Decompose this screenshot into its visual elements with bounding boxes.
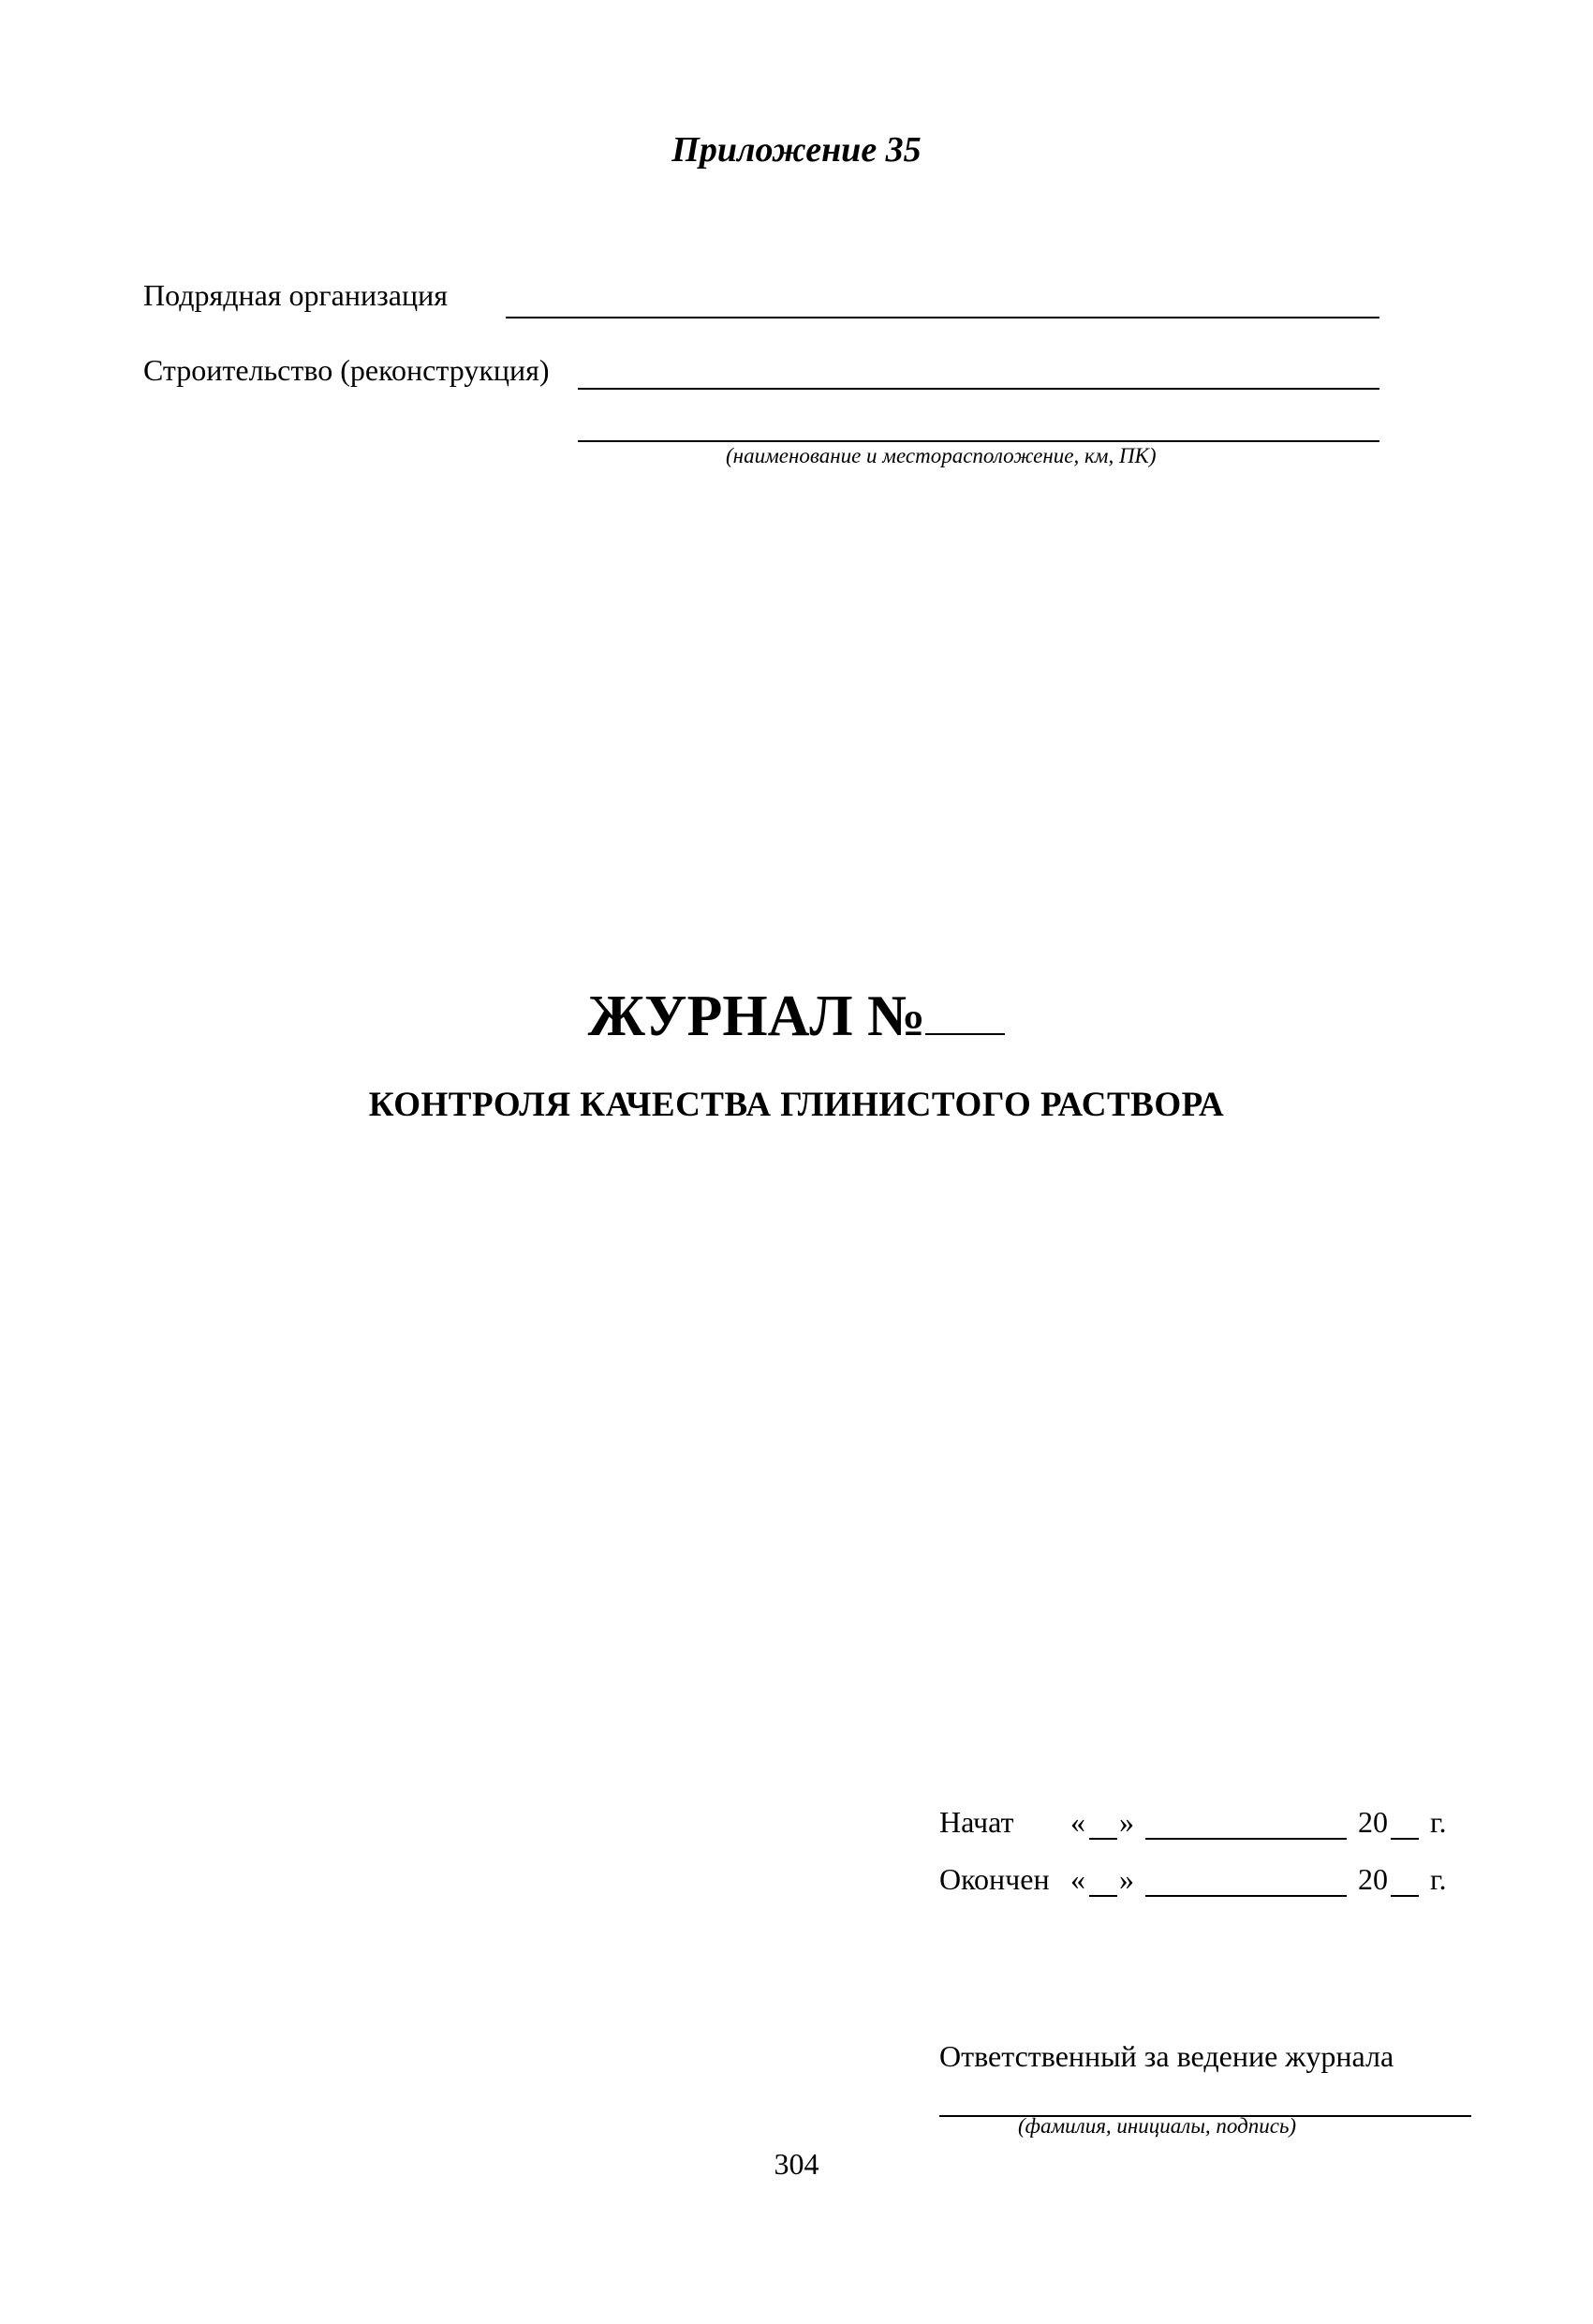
finished-year-blank[interactable] (1391, 1895, 1419, 1897)
journal-number-blank[interactable] (925, 996, 1005, 1035)
finished-label: Окончен (939, 1862, 1050, 1896)
started-year-blank[interactable] (1391, 1838, 1419, 1840)
appendix-heading: Приложение 35 (671, 130, 922, 170)
finished-close-quote: » (1119, 1862, 1134, 1896)
construction-caption: (наименование и месторасположение, км, ПК) (726, 444, 1157, 467)
responsible-caption: (фамилия, инициалы, подпись) (1018, 2114, 1297, 2138)
page-number: 304 (774, 2147, 819, 2181)
started-label: Начат (939, 1805, 1014, 1839)
responsible-label: Ответственный за ведение журнала (939, 2039, 1394, 2073)
journal-title-text: ЖУРНАЛ № (587, 984, 926, 1048)
contractor-label: Подрядная организация (143, 278, 448, 312)
finished-year-prefix: 20 (1358, 1862, 1388, 1896)
started-month-blank[interactable] (1145, 1838, 1347, 1840)
construction-fill-line-2[interactable] (578, 440, 1379, 442)
construction-fill-line[interactable] (578, 388, 1379, 390)
finished-day-blank[interactable] (1089, 1895, 1117, 1897)
finished-open-quote: « (1070, 1862, 1085, 1896)
started-day-blank[interactable] (1089, 1838, 1117, 1840)
started-year-prefix: 20 (1358, 1805, 1388, 1839)
journal-title (0, 984, 1593, 1050)
contractor-fill-line[interactable] (506, 317, 1379, 318)
started-year-suffix: г. (1430, 1805, 1447, 1839)
finished-month-blank[interactable] (1145, 1895, 1347, 1897)
finished-year-suffix: г. (1430, 1862, 1447, 1896)
construction-label: Строительство (реконструкция) (143, 353, 550, 387)
started-open-quote: « (1070, 1805, 1085, 1839)
started-close-quote: » (1119, 1805, 1134, 1839)
journal-subtitle: КОНТРОЛЯ КАЧЕСТВА ГЛИНИСТОГО РАСТВОРА (368, 1086, 1225, 1124)
